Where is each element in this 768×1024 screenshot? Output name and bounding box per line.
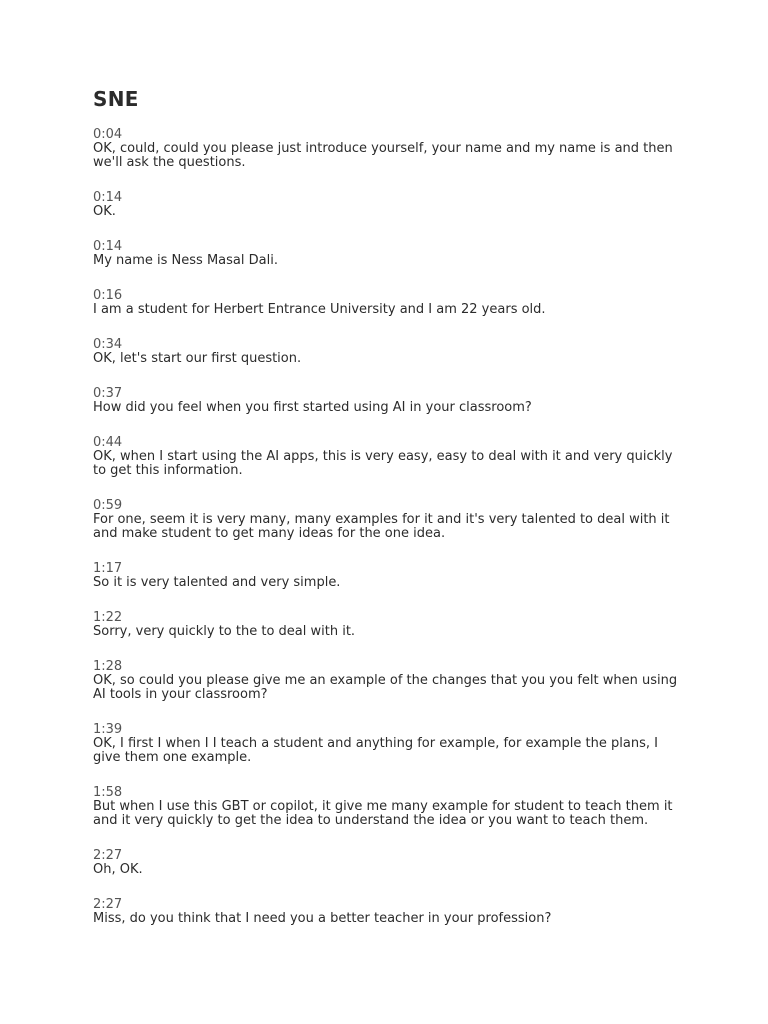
- entry-timestamp: 1:39: [93, 722, 123, 737]
- entry-text: For one, seem it is very many, many examples for it and it's very talented to deal with it and make student to get many ideas for the one idea.: [93, 512, 670, 541]
- transcript-entry: [93, 191, 683, 219]
- transcript-entry: [93, 387, 683, 415]
- entry-timestamp: 0:14: [93, 190, 123, 205]
- transcript-entry: [93, 338, 683, 366]
- entry-text: OK, I first I when I I teach a student and anything for example, for example the plans, I give them one example.: [93, 736, 658, 765]
- transcript-entry: [93, 898, 683, 926]
- entry-timestamp: 0:37: [93, 386, 123, 401]
- transcript-entry: [93, 562, 683, 590]
- entry-text: OK, let's start our first question.: [93, 351, 302, 366]
- transcript-entries: [93, 128, 683, 926]
- entry-text: My name is Ness Masal Dali.: [93, 253, 278, 268]
- entry-timestamp: 2:27: [93, 848, 123, 863]
- entry-text: Oh, OK.: [93, 862, 143, 877]
- entry-timestamp: 0:14: [93, 239, 123, 254]
- entry-timestamp: 0:59: [93, 498, 123, 513]
- transcript-entry: [93, 240, 683, 268]
- entry-text: So it is very talented and very simple.: [93, 575, 341, 590]
- entry-text: OK, could, could you please just introduce yourself, your name and my name is and then we'll ask the questions.: [93, 141, 673, 170]
- entry-timestamp: 1:22: [93, 610, 123, 625]
- entry-text: How did you feel when you first started using AI in your classroom?: [93, 400, 532, 415]
- entry-text: I am a student for Herbert Entrance University and I am 22 years old.: [93, 302, 546, 317]
- entry-timestamp: 0:16: [93, 288, 123, 303]
- document-title: SNE: [93, 87, 139, 111]
- transcript-entry: [93, 128, 683, 170]
- entry-text: Sorry, very quickly to the to deal with it.: [93, 624, 356, 639]
- entry-timestamp: 2:27: [93, 897, 123, 912]
- entry-text: OK.: [93, 204, 116, 219]
- entry-timestamp: 1:28: [93, 659, 123, 674]
- entry-text: Miss, do you think that I need you a better teacher in your profession?: [93, 911, 552, 926]
- transcript-entry: [93, 786, 683, 828]
- transcript-entry: [93, 660, 683, 702]
- transcript-entry: [93, 723, 683, 765]
- entry-timestamp: 1:58: [93, 785, 123, 800]
- entry-text: OK, when I start using the AI apps, this is very easy, easy to deal with it and very quickly to get this information.: [93, 449, 673, 478]
- transcript-entry: [93, 849, 683, 877]
- transcript-entry: [93, 611, 683, 639]
- entry-timestamp: 0:04: [93, 127, 123, 142]
- entry-timestamp: 1:17: [93, 561, 123, 576]
- entry-text: OK, so could you please give me an example of the changes that you you felt when using AI tools in your classroom?: [93, 673, 678, 702]
- transcript-entry: [93, 499, 683, 541]
- transcript-entry: [93, 289, 683, 317]
- transcript-entry: [93, 436, 683, 478]
- entry-text: But when I use this GBT or copilot, it give me many example for student to teach them it and it very quickly to get the idea to understand the idea or you want to teach them.: [93, 799, 673, 828]
- entry-timestamp: 0:44: [93, 435, 123, 450]
- entry-timestamp: 0:34: [93, 337, 123, 352]
